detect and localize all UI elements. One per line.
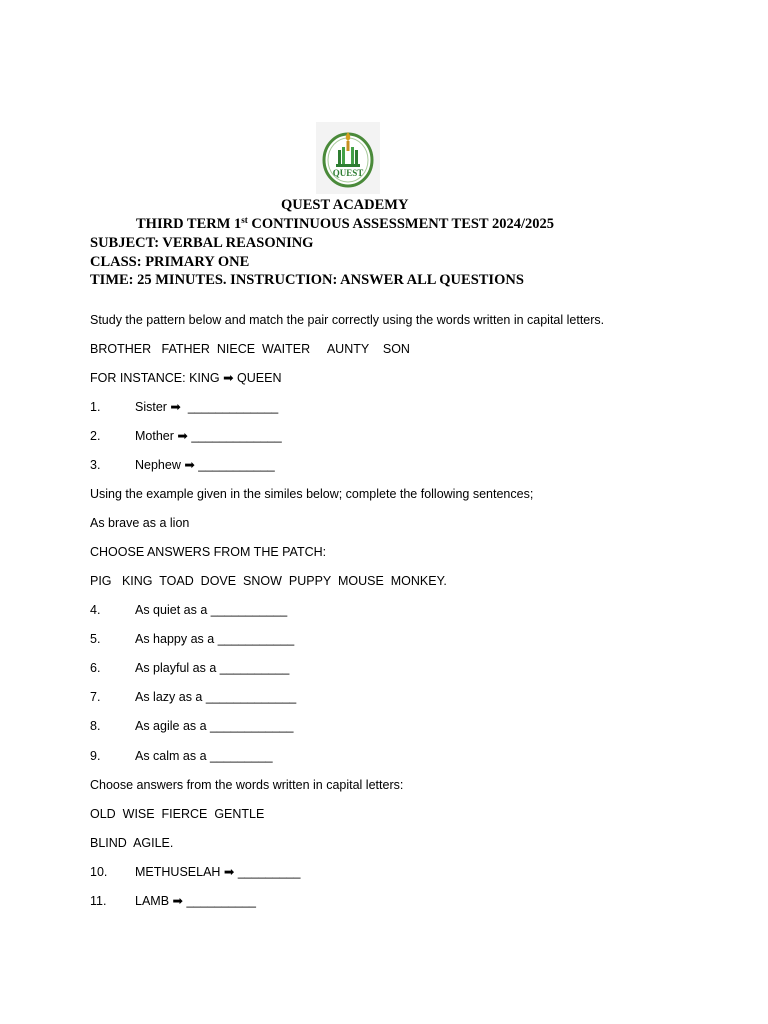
question-number: 5. [90,632,101,646]
question-text: As lazy as a _____________ [135,690,297,704]
question-text: Nephew ➡ ___________ [135,458,275,472]
class-line: CLASS: PRIMARY ONE [90,254,250,270]
section2-word-bank: PIG KING TOAD DOVE SNOW PUPPY MOUSE MONKEY. [90,574,447,588]
logo-emblem-icon [316,122,380,194]
subject-line: SUBJECT: VERBAL REASONING [90,235,314,251]
section1-example: FOR INSTANCE: KING ➡ QUEEN [90,371,282,385]
question-text: Sister ➡ _____________ [135,400,279,414]
term-title [136,215,554,233]
term-title-post: CONTINUOUS ASSESSMENT TEST 2024/2025 [247,216,554,232]
question-number: 6. [90,661,101,675]
question-11 [90,893,256,957]
svg-text:QUEST: QUEST [332,168,364,178]
school-name: QUEST ACADEMY [281,197,409,213]
section3-instruction: Choose answers from the words written in capital letters: [90,778,404,792]
question-number: 10. [90,865,108,879]
question-text: As happy as a ___________ [135,632,295,646]
question-text: LAMB ➡ __________ [135,894,256,908]
question-number: 11. [90,894,107,908]
question-text: METHUSELAH ➡ _________ [135,865,301,879]
question-text: Mother ➡ _____________ [135,429,282,443]
question-text: As playful as a __________ [135,661,290,675]
section3-word-bank-line1: OLD WISE FIERCE GENTLE [90,807,265,821]
question-number: 7. [90,690,101,704]
section3-word-bank-line2: BLIND AGILE. [90,836,174,850]
question-text: As quiet as a ___________ [135,603,288,617]
question-number: 2. [90,429,101,443]
section2-instruction: Using the example given in the similes below; complete the following sentences; [90,487,534,501]
term-title-sup: st [241,215,248,225]
question-number: 4. [90,603,101,617]
question-number: 8. [90,719,101,733]
section2-choose-heading: CHOOSE ANSWERS FROM THE PATCH: [90,545,327,559]
section1-word-bank: BROTHER FATHER NIECE WAITER AUNTY SON [90,342,410,356]
question-number: 9. [90,749,101,763]
section1-instruction: Study the pattern below and match the pair correctly using the words written in capital letters. [90,313,605,327]
question-number: 1. [90,400,101,414]
question-text: As calm as a _________ [135,749,273,763]
question-text: As agile as a ____________ [135,719,294,733]
question-number: 3. [90,458,101,472]
time-instruction-line: TIME: 25 MINUTES. INSTRUCTION: ANSWER ALL QUESTIONS [90,272,524,288]
school-logo-icon [316,122,380,194]
term-title-pre: THIRD TERM 1 [136,216,242,232]
section2-example: As brave as a lion [90,516,190,530]
